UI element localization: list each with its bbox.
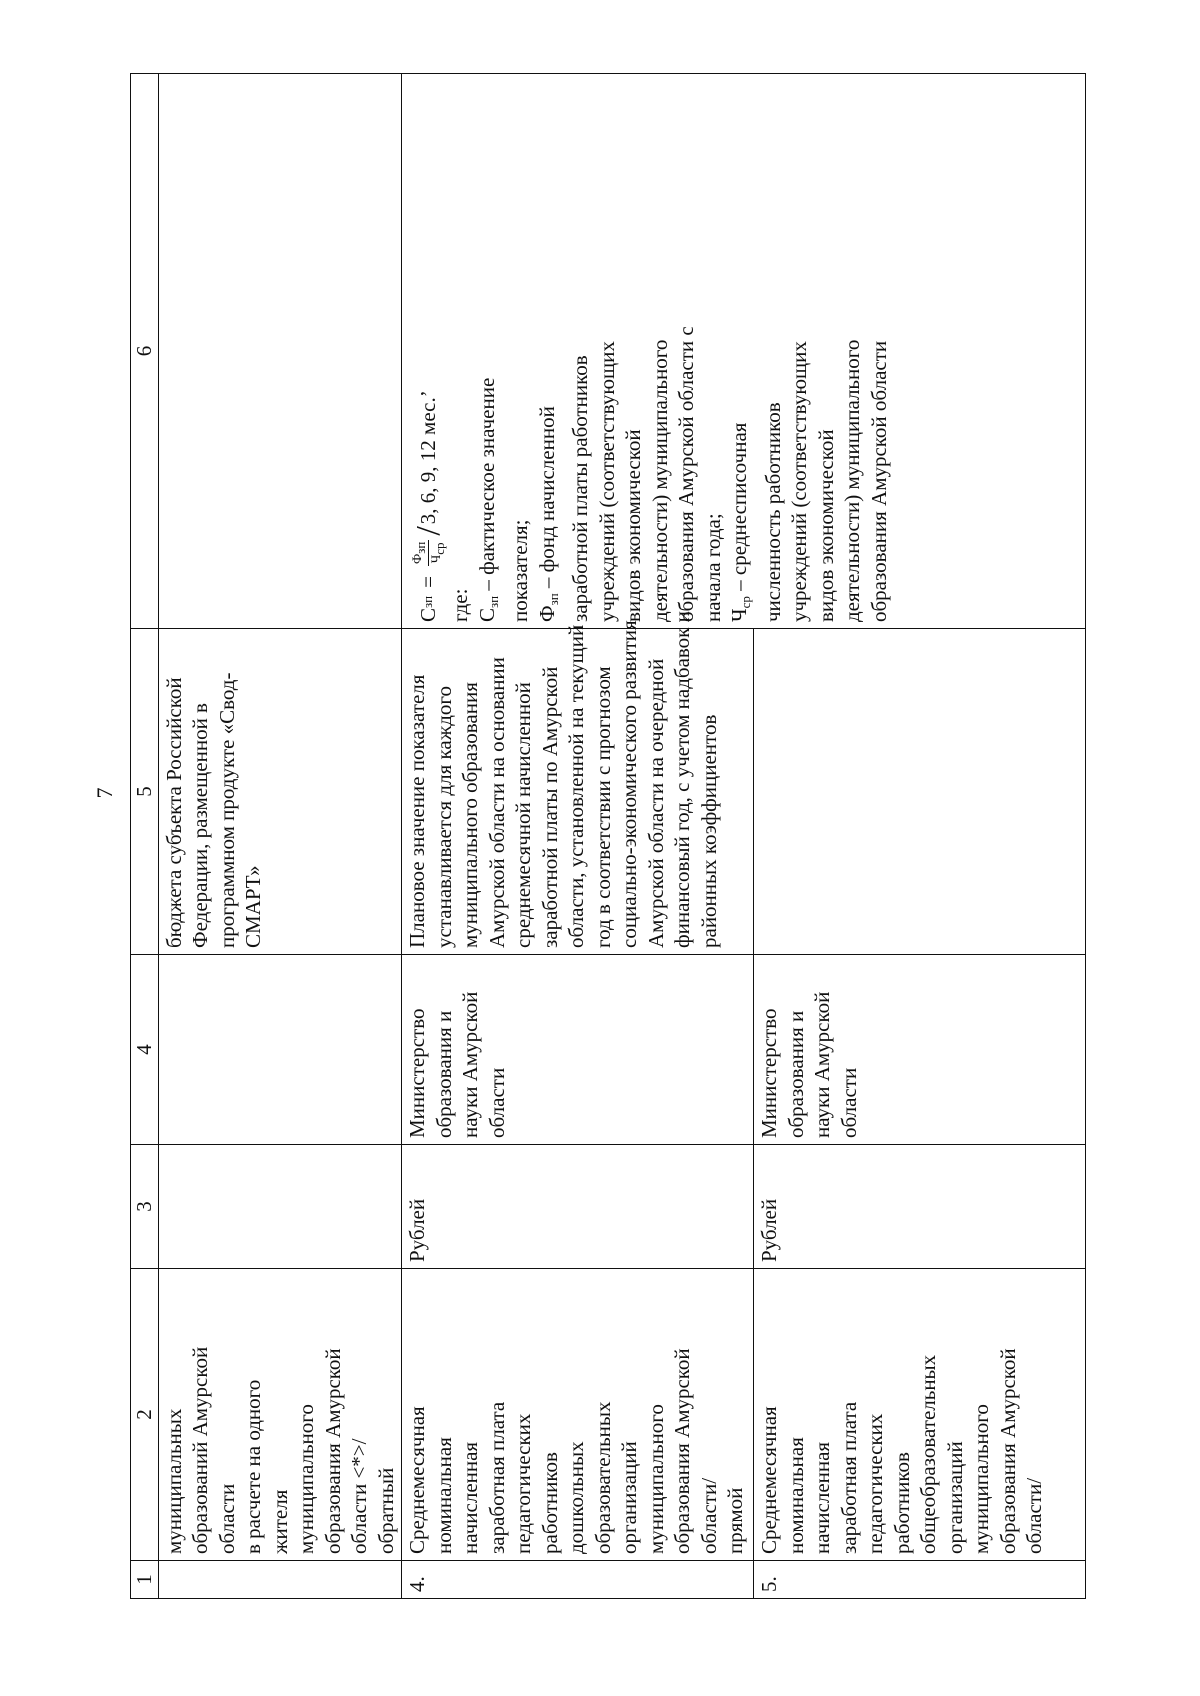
method-line: [813, 80, 840, 622]
header-col-4: 4: [131, 955, 159, 1145]
method-line-rest: – среднесписочная: [727, 422, 751, 597]
text-line: области/: [696, 1477, 721, 1554]
method-line: [760, 80, 787, 622]
method-line-sub: зп: [545, 593, 561, 606]
header-row: [131, 74, 159, 1599]
method-line-main: показателя;: [508, 519, 532, 622]
numerator-main: Ф: [409, 553, 424, 565]
method-line: [507, 80, 534, 622]
formula-lhs: С: [416, 607, 441, 622]
formula-lhs-sub: зп: [420, 595, 436, 608]
method-cell: [402, 74, 1086, 629]
text-line: жителя: [267, 1489, 292, 1554]
method-line-main: где:: [448, 588, 472, 622]
text-line: муниципальных: [161, 1408, 186, 1554]
text-line: работников: [889, 1452, 914, 1554]
method-line-main: С: [474, 607, 499, 622]
unit-cell: Рублей: [402, 1145, 754, 1269]
text-line: номинальная: [783, 1437, 808, 1554]
text-line: образований Амурской: [188, 1346, 212, 1554]
row-number-cell: 4.: [402, 1561, 754, 1599]
text-line: среднемесячной начисленной: [511, 682, 535, 948]
method-line-main: видов экономической: [621, 429, 645, 622]
text-line: заработной платы по Амурской: [537, 666, 562, 948]
formula-fraction: [410, 540, 447, 566]
method-line: [726, 80, 760, 622]
unit-cell: [158, 1145, 402, 1269]
method-line: [673, 80, 700, 622]
text-line: Амурской области на основании: [484, 657, 509, 948]
header-col-6: 6: [131, 74, 159, 629]
text-line: номинальная: [431, 1437, 456, 1554]
method-line-main: видов экономической: [813, 429, 838, 622]
text-line: программном продукте «Свод-: [214, 672, 239, 948]
method-line-rest: – фонд начисленной: [534, 406, 559, 594]
indicator-name-cell: [158, 1269, 402, 1561]
text-line: общеобразовательных: [916, 1354, 940, 1554]
formula-period: 3, 6, 9, 12 мес.’: [416, 390, 441, 525]
row-number-cell: 5.: [754, 1561, 1086, 1599]
denominator-sub: ср: [432, 542, 447, 555]
unit-cell: Рублей: [754, 1145, 1086, 1269]
text-line: заработная плата: [836, 1401, 861, 1554]
indicator-name-cell: [754, 1269, 1086, 1561]
text-line: СМАРТ»: [241, 865, 265, 948]
text-line: организаций: [942, 1441, 967, 1554]
method-line: [866, 80, 893, 622]
method-line-main: образования Амурской области с: [674, 326, 698, 622]
text-line: области, установленной на текущий: [564, 624, 588, 948]
method-line: [447, 80, 474, 622]
text-line: обратный: [373, 1467, 398, 1554]
method-line-rest: – фактическое значение: [474, 377, 499, 596]
text-line: прямой: [723, 1487, 747, 1554]
method-line: [534, 80, 568, 622]
text-line: дошкольных: [564, 1441, 588, 1554]
method-line-main: деятельности) муниципального: [647, 339, 672, 622]
numerator-sub: зп: [413, 541, 428, 554]
header-col-5: 5: [131, 629, 159, 955]
text-line: области: [836, 1067, 861, 1138]
method-line-main: Ф: [534, 605, 559, 622]
text-line: образования Амурской: [995, 1348, 1020, 1554]
text-line: области/: [1022, 1477, 1046, 1554]
plan-value-cell: [158, 629, 402, 955]
text-line: Среднемесячная: [757, 1406, 781, 1554]
plan-value-cell: [754, 629, 1086, 955]
text-line: Министерство: [405, 1008, 429, 1138]
method-line: [647, 80, 674, 622]
method-line-main: начала года;: [700, 513, 725, 622]
formula-denominator: [429, 541, 447, 566]
text-line: районных коэффициентов: [696, 714, 721, 948]
salary-formula: [410, 80, 447, 622]
text-line: организаций: [617, 1441, 641, 1554]
table-row-4: [402, 74, 754, 1599]
method-line-main: учреждений (соответствующих: [787, 341, 811, 622]
text-line: муниципального: [969, 1404, 993, 1554]
text-line: социально-экономического развития: [617, 620, 641, 948]
rotated-table-wrapper: [130, 74, 1086, 1599]
method-line-main: заработной платы работников: [568, 355, 592, 622]
text-line: начисленная: [810, 1441, 834, 1554]
method-line: [567, 80, 594, 622]
responsible-cell: [158, 955, 402, 1145]
text-line: педагогических: [863, 1413, 887, 1554]
text-line: науки Амурской: [810, 991, 834, 1138]
text-line: области: [484, 1067, 509, 1138]
method-line-main: деятельности) муниципального: [840, 339, 864, 622]
text-line: финансовый год, с учетом надбавок и: [670, 611, 694, 948]
text-line: образования Амурской: [320, 1348, 345, 1554]
method-line: [620, 80, 647, 622]
header-col-2: 2: [131, 1269, 159, 1561]
method-line: [786, 80, 813, 622]
text-line: муниципального: [643, 1404, 668, 1554]
method-line-sub: зп: [485, 595, 501, 608]
text-line: муниципального образования: [458, 682, 482, 948]
formula-numerator: [410, 540, 429, 566]
formula-slash: /: [409, 526, 447, 536]
method-description: [447, 80, 892, 622]
text-line: области <*>/: [347, 1438, 371, 1554]
method-line: [594, 80, 621, 622]
header-col-3: 3: [131, 1145, 159, 1269]
text-line: образования Амурской: [670, 1348, 694, 1554]
text-line: год в соответствии с прогнозом: [590, 666, 615, 948]
table-row-continued: [158, 74, 402, 1599]
text-line: области: [214, 1483, 239, 1554]
text-line: образования и: [431, 1010, 456, 1138]
text-line: Федерации, размещенной в: [188, 703, 212, 948]
text-line: образовательных: [590, 1401, 615, 1554]
text-line: устанавливается для каждого: [431, 686, 456, 948]
method-line-main: образования Амурской области: [866, 340, 891, 622]
text-line: Амурской области на очередной: [643, 658, 668, 948]
method-cell: [158, 74, 402, 629]
method-line: [700, 80, 727, 622]
method-line-main: Ч: [727, 608, 751, 622]
formula-equals: =: [416, 576, 441, 588]
method-line: [839, 80, 866, 622]
text-line: науки Амурской: [458, 991, 482, 1138]
method-line: [474, 80, 508, 622]
method-line-main: учреждений (соответствующих: [594, 341, 619, 622]
responsible-cell: [754, 955, 1086, 1145]
indicator-name-cell: [402, 1269, 754, 1561]
text-line: педагогических: [511, 1413, 535, 1554]
text-line: Плановое значение показателя: [405, 674, 429, 948]
text-line: Среднемесячная: [405, 1406, 429, 1554]
text-line: в расчете на одного: [241, 1379, 265, 1554]
text-line: начисленная: [458, 1441, 482, 1554]
denominator-main: Ч: [428, 554, 443, 564]
header-col-1: 1: [131, 1561, 159, 1599]
text-line: муниципального: [294, 1404, 318, 1554]
row-number-cell: [158, 1561, 402, 1599]
indicators-table: [130, 73, 1086, 1599]
text-line: образования и: [783, 1010, 808, 1138]
method-line-main: численность работников: [760, 402, 785, 622]
text-line: Министерство: [757, 1008, 781, 1138]
text-line: заработная плата: [484, 1401, 509, 1554]
text-line: бюджета субъекта Российской: [161, 677, 186, 948]
method-line-sub: ср: [738, 596, 753, 609]
plan-value-cell: [402, 611, 754, 955]
responsible-cell: [402, 955, 754, 1145]
text-line: работников: [537, 1452, 562, 1554]
page-number: 7: [92, 787, 117, 799]
